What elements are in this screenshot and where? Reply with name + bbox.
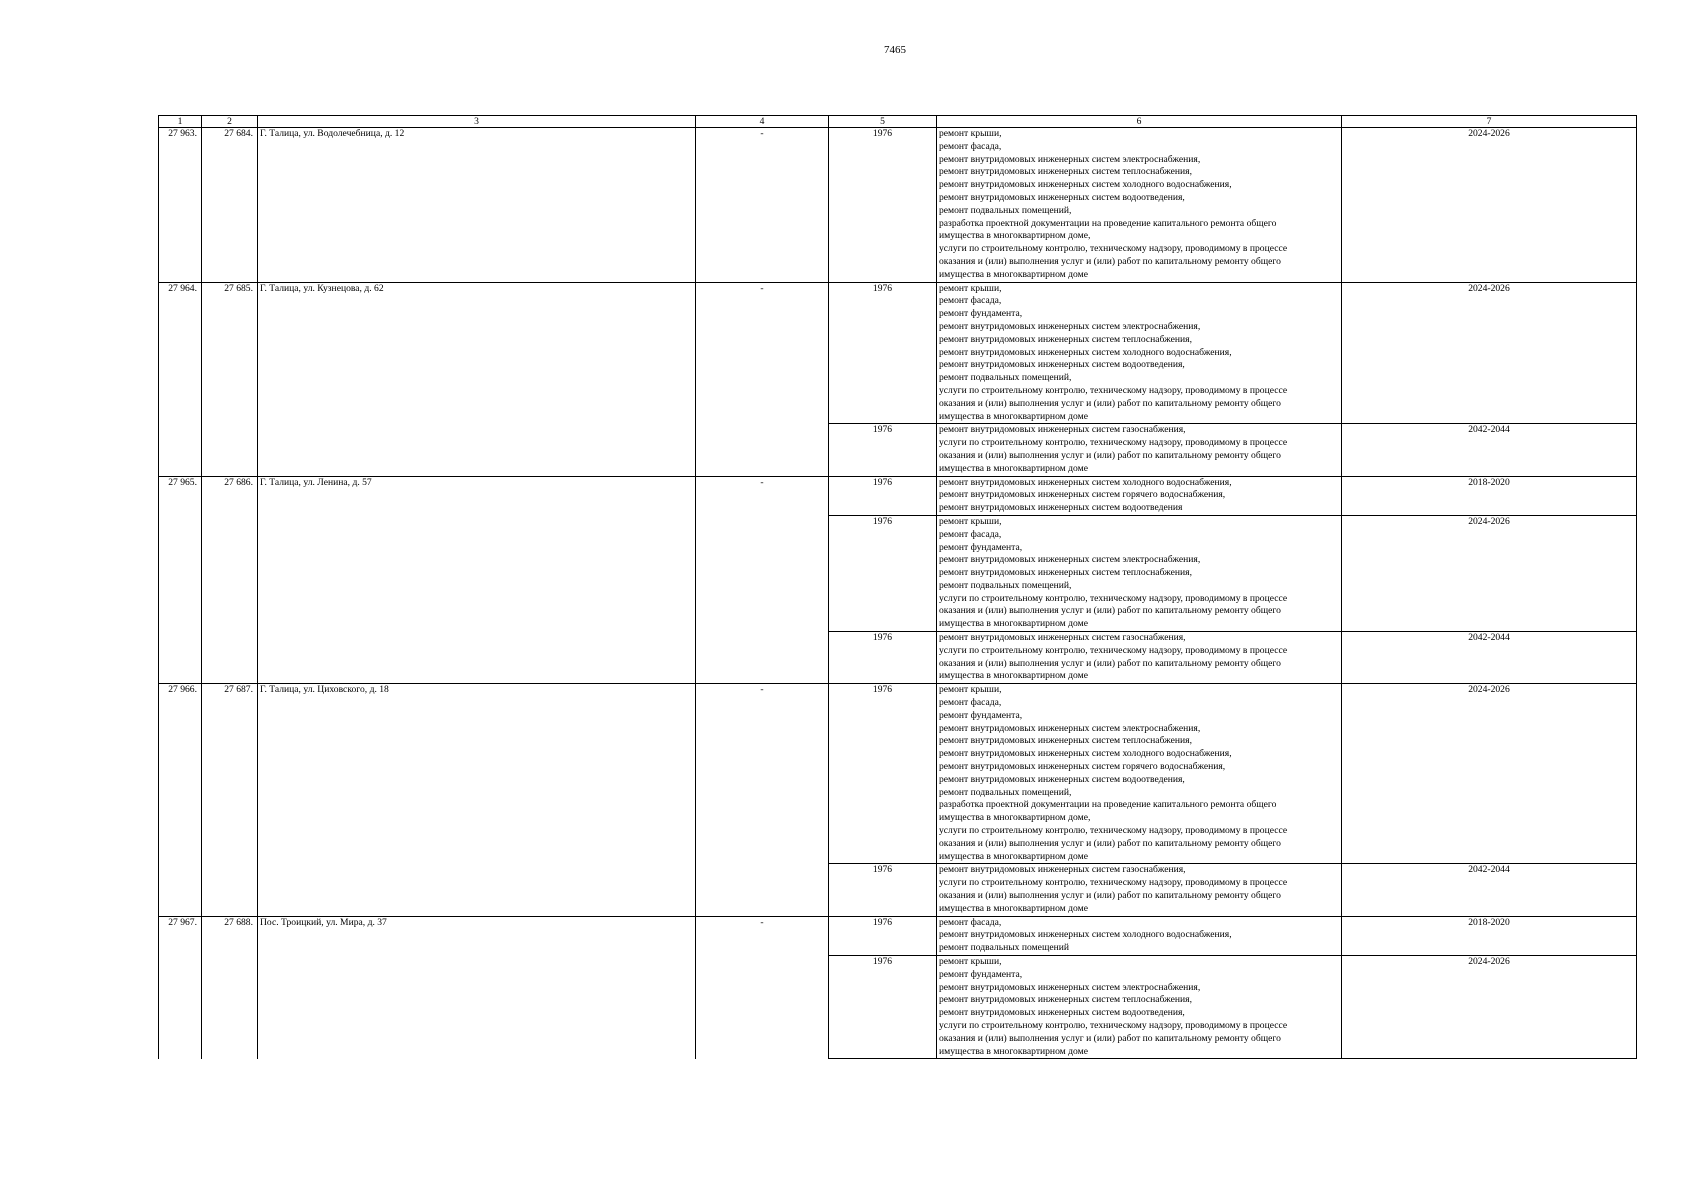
work-line: ремонт внутридомовых инженерных систем холодного водоснабжения,	[939, 929, 1232, 941]
table-row	[159, 128, 1637, 283]
work-line: имущества в многоквартирном доме,	[939, 230, 1091, 242]
period-cell: 2042-2044	[1342, 864, 1637, 916]
works-cell	[937, 916, 1342, 955]
work-line: услуги по строительному контролю, техническому надзору, проводимому в процессе	[939, 877, 1288, 889]
period-cell: 2024-2026	[1342, 956, 1637, 1059]
works-cell	[937, 515, 1342, 631]
works-cell	[937, 424, 1342, 476]
header-cell: 7	[1342, 116, 1637, 128]
work-line: ремонт внутридомовых инженерных систем теплоснабжения,	[939, 994, 1192, 1006]
work-line: оказания и (или) выполнения услуг и (или) работ по капитальному ремонту общего	[939, 449, 1281, 461]
work-line: ремонт внутридомовых инженерных систем электроснабжения,	[939, 153, 1201, 165]
address-cell: Г. Талица, ул. Ленина, д. 57	[258, 476, 696, 684]
work-line: ремонт внутридомовых инженерных систем водоотведения	[939, 502, 1183, 514]
work-line: оказания и (или) выполнения услуг и (или) работ по капитальному ремонту общего	[939, 890, 1281, 902]
work-line: услуги по строительному контролю, техническому надзору, проводимому в процессе	[939, 437, 1288, 449]
work-line: ремонт подвальных помещений,	[939, 579, 1072, 591]
work-line: разработка проектной документации на проведение капитального ремонта общего	[939, 217, 1277, 229]
work-line: услуги по строительному контролю, техническому надзору, проводимому в процессе	[939, 384, 1288, 396]
work-line: ремонт внутридомовых инженерных систем холодного водоснабжения,	[939, 179, 1232, 191]
work-line: имущества в многоквартирном доме	[939, 268, 1088, 280]
header-cell: 4	[696, 116, 829, 128]
column-4-cell: -	[696, 128, 829, 283]
work-line: ремонт внутридомовых инженерных систем газоснабжения,	[939, 632, 1186, 644]
year-cell: 1976	[829, 632, 937, 684]
works-cell	[937, 864, 1342, 916]
work-line: ремонт подвальных помещений,	[939, 786, 1072, 798]
work-line: ремонт фасада,	[939, 697, 1002, 709]
work-line: имущества в многоквартирном доме	[939, 618, 1088, 630]
header-cell: 6	[937, 116, 1342, 128]
work-line: ремонт фундамента,	[939, 709, 1023, 721]
work-line: услуги по строительному контролю, техническому надзору, проводимому в процессе	[939, 592, 1288, 604]
work-line: ремонт внутридомовых инженерных систем теплоснабжения,	[939, 166, 1192, 178]
work-line: имущества в многоквартирном доме	[939, 902, 1088, 914]
work-line: услуги по строительному контролю, техническому надзору, проводимому в процессе	[939, 644, 1288, 656]
year-cell: 1976	[829, 684, 937, 864]
record-number-cell: 27 964.	[159, 282, 202, 476]
header-cell: 3	[258, 116, 696, 128]
works-cell	[937, 956, 1342, 1059]
column-4-cell: -	[696, 476, 829, 684]
table-body	[159, 116, 1637, 1059]
work-line: оказания и (или) выполнения услуг и (или) работ по капитальному ремонту общего	[939, 1032, 1281, 1044]
year-cell: 1976	[829, 282, 937, 424]
works-cell	[937, 476, 1342, 515]
work-line: ремонт фасада,	[939, 916, 1002, 928]
period-cell: 2018-2020	[1342, 916, 1637, 955]
period-cell: 2024-2026	[1342, 684, 1637, 864]
work-line: ремонт внутридомовых инженерных систем холодного водоснабжения,	[939, 346, 1232, 358]
work-line: оказания и (или) выполнения услуг и (или) работ по капитальному ремонту общего	[939, 657, 1281, 669]
period-cell: 2042-2044	[1342, 424, 1637, 476]
column-4-cell: -	[696, 282, 829, 476]
work-line: ремонт внутридомовых инженерных систем водоотведения,	[939, 191, 1185, 203]
year-cell: 1976	[829, 956, 937, 1059]
record-number-cell: 27 965.	[159, 476, 202, 684]
table-row	[159, 476, 1637, 515]
work-line: ремонт фасада,	[939, 140, 1002, 152]
works-cell	[937, 128, 1342, 283]
work-line: ремонт внутридомовых инженерных систем электроснабжения,	[939, 722, 1201, 734]
year-cell: 1976	[829, 128, 937, 283]
work-line: ремонт крыши,	[939, 684, 1002, 696]
work-line: ремонт внутридомовых инженерных систем холодного водоснабжения,	[939, 476, 1232, 488]
work-line: ремонт внутридомовых инженерных систем газоснабжения,	[939, 424, 1186, 436]
work-line: оказания и (или) выполнения услуг и (или) работ по капитальному ремонту общего	[939, 255, 1281, 267]
work-line: имущества в многоквартирном доме	[939, 462, 1088, 474]
work-line: оказания и (или) выполнения услуг и (или) работ по капитальному ремонту общего	[939, 837, 1281, 849]
work-line: услуги по строительному контролю, техническому надзору, проводимому в процессе	[939, 825, 1288, 837]
work-line: ремонт подвальных помещений	[939, 942, 1069, 954]
year-cell: 1976	[829, 476, 937, 515]
table-row	[159, 916, 1637, 955]
work-line: ремонт крыши,	[939, 515, 1002, 527]
year-cell: 1976	[829, 916, 937, 955]
work-line: ремонт внутридомовых инженерных систем водоотведения,	[939, 773, 1185, 785]
work-line: оказания и (или) выполнения услуг и (или) работ по капитальному ремонту общего	[939, 397, 1281, 409]
sub-number-cell: 27 686.	[202, 476, 258, 684]
work-line: ремонт внутридомовых инженерных систем холодного водоснабжения,	[939, 748, 1232, 760]
work-line: ремонт фасада,	[939, 528, 1002, 540]
work-line: ремонт крыши,	[939, 956, 1002, 967]
period-cell: 2024-2026	[1342, 128, 1637, 283]
sub-number-cell: 27 687.	[202, 684, 258, 916]
work-line: услуги по строительному контролю, техническому надзору, проводимому в процессе	[939, 1019, 1288, 1031]
year-cell: 1976	[829, 515, 937, 631]
address-cell: Г. Талица, ул. Циховского, д. 18	[258, 684, 696, 916]
work-line: ремонт фундамента,	[939, 541, 1023, 553]
work-line: ремонт внутридомовых инженерных систем горячего водоснабжения,	[939, 489, 1226, 501]
work-line: ремонт фундамента,	[939, 308, 1023, 320]
work-line: ремонт внутридомовых инженерных систем газоснабжения,	[939, 864, 1186, 876]
record-number-cell: 27 966.	[159, 684, 202, 916]
year-cell: 1976	[829, 424, 937, 476]
work-line: разработка проектной документации на проведение капитального ремонта общего	[939, 799, 1277, 811]
work-line: имущества в многоквартирном доме	[939, 410, 1088, 422]
work-line: ремонт внутридомовых инженерных систем водоотведения,	[939, 1007, 1185, 1019]
work-line: ремонт внутридомовых инженерных систем горячего водоснабжения,	[939, 761, 1226, 773]
column-4-cell: -	[696, 916, 829, 1059]
work-line: имущества в многоквартирном доме,	[939, 812, 1091, 824]
work-line: ремонт подвальных помещений,	[939, 204, 1072, 216]
work-line: услуги по строительному контролю, техническому надзору, проводимому в процессе	[939, 243, 1288, 255]
sub-number-cell: 27 688.	[202, 916, 258, 1059]
work-line: имущества в многоквартирном доме	[939, 670, 1088, 682]
sub-number-cell: 27 684.	[202, 128, 258, 283]
work-line: ремонт подвальных помещений,	[939, 372, 1072, 384]
works-cell	[937, 282, 1342, 424]
work-line: ремонт крыши,	[939, 128, 1002, 139]
header-row	[159, 116, 1637, 128]
work-line: ремонт внутридомовых инженерных систем электроснабжения,	[939, 981, 1201, 993]
work-line: имущества в многоквартирном доме	[939, 1045, 1088, 1057]
works-cell	[937, 632, 1342, 684]
work-line: ремонт крыши,	[939, 282, 1002, 294]
period-cell: 2042-2044	[1342, 632, 1637, 684]
sub-number-cell: 27 685.	[202, 282, 258, 476]
year-cell: 1976	[829, 864, 937, 916]
work-line: ремонт внутридомовых инженерных систем теплоснабжения,	[939, 333, 1192, 345]
work-line: ремонт фундамента,	[939, 968, 1023, 980]
work-line: ремонт внутридомовых инженерных систем водоотведения,	[939, 359, 1185, 371]
period-cell: 2018-2020	[1342, 476, 1637, 515]
header-cell: 5	[829, 116, 937, 128]
record-number-cell: 27 967.	[159, 916, 202, 1059]
column-4-cell: -	[696, 684, 829, 916]
record-number-cell: 27 963.	[159, 128, 202, 283]
header-cell: 2	[202, 116, 258, 128]
table-row	[159, 282, 1637, 424]
header-cell: 1	[159, 116, 202, 128]
work-line: ремонт внутридомовых инженерных систем теплоснабжения,	[939, 567, 1192, 579]
table-row	[159, 684, 1637, 864]
work-line: имущества в многоквартирном доме	[939, 850, 1088, 862]
page-number: 7465	[884, 44, 906, 56]
address-cell: Г. Талица, ул. Водолечебница, д. 12	[258, 128, 696, 283]
work-line: ремонт внутридомовых инженерных систем теплоснабжения,	[939, 735, 1192, 747]
work-line: ремонт внутридомовых инженерных систем электроснабжения,	[939, 554, 1201, 566]
work-line: оказания и (или) выполнения услуг и (или) работ по капитальному ремонту общего	[939, 605, 1281, 617]
work-line: ремонт внутридомовых инженерных систем электроснабжения,	[939, 320, 1201, 332]
address-cell: Пос. Троицкий, ул. Мира, д. 37	[258, 916, 696, 1059]
capital-repair-table	[158, 115, 1637, 1059]
works-cell	[937, 684, 1342, 864]
period-cell: 2024-2026	[1342, 282, 1637, 424]
address-cell: Г. Талица, ул. Кузнецова, д. 62	[258, 282, 696, 476]
period-cell: 2024-2026	[1342, 515, 1637, 631]
work-line: ремонт фасада,	[939, 295, 1002, 307]
